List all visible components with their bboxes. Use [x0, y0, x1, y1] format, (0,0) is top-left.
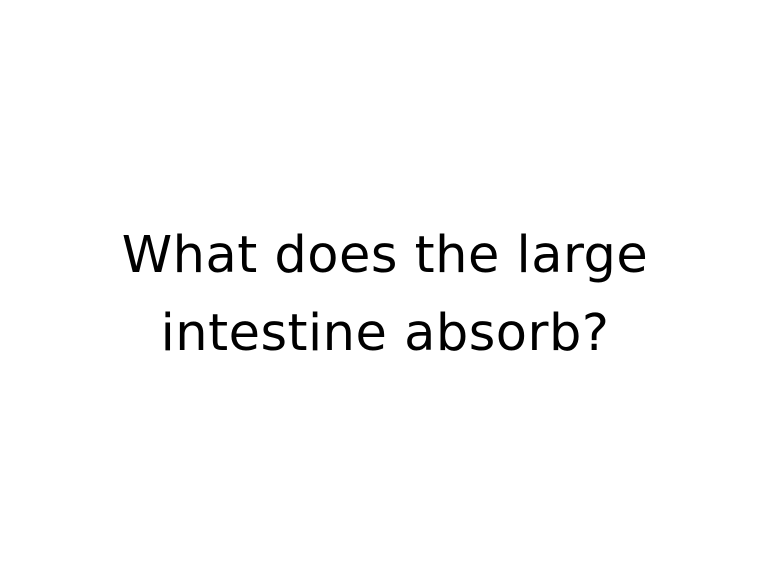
question-text	[0, 217, 770, 373]
question-line-1: What does the large	[121, 226, 649, 285]
question-line-2: intestine absorb?	[160, 304, 610, 363]
